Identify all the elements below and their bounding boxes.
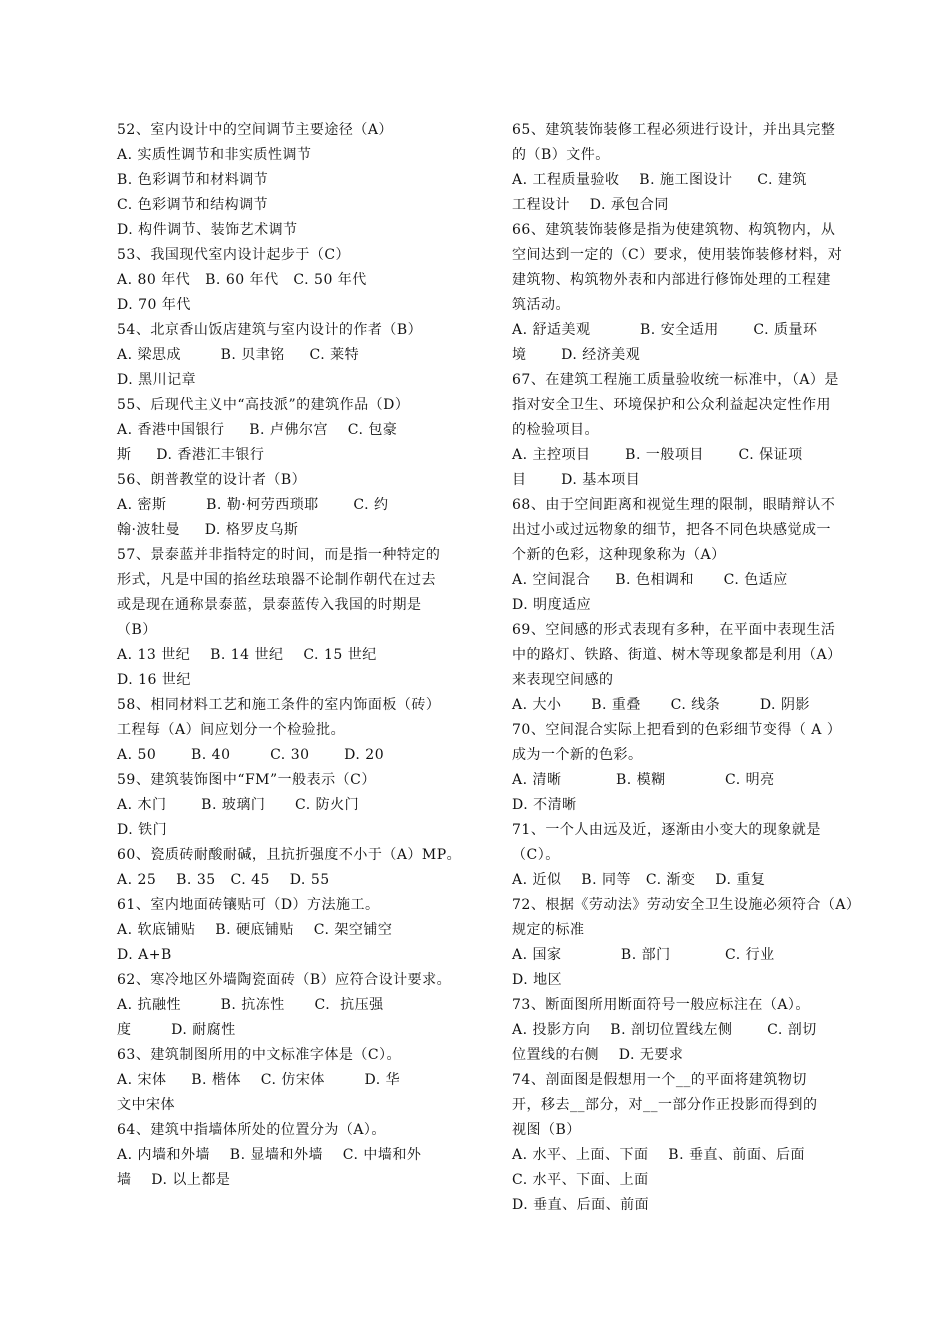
text-line: 出过小或过远物象的细节，把各不同色块感觉成一 [512,522,831,538]
text-line: 规定的标准 [512,922,585,938]
text-line: A. 实质性调节和非实质性调节 [117,147,312,163]
text-line: A. 内墙和外墙 B. 显墙和外墙 C. 中墙和外 [117,1147,422,1163]
text-line: 59、建筑装饰图中“FM”一般表示（C） [117,772,376,788]
text-line: 境 D. 经济美观 [512,347,641,363]
text-line: 70、空间混合实际上把看到的色彩细节变得（ A ） [512,722,842,738]
left-column [117,118,462,1193]
text-line: A. 香港中国银行 B. 卢佛尔宫 C. 包豪 [117,422,398,438]
text-line: 空间达到一定的（C）要求，使用装饰装修材料，对 [512,247,843,263]
text-line: 墙 D. 以上都是 [117,1172,231,1188]
text-line: D. 不清晰 [512,797,577,813]
text-line: A. 工程质量验收 B. 施工图设计 C. 建筑 [512,172,807,188]
text-line: 位置线的右侧 D. 无要求 [512,1047,684,1063]
text-line: D. 地区 [512,972,563,988]
text-line: A. 舒适美观 B. 安全适用 C. 质量环 [512,322,818,338]
text-line: A. 密斯 B. 勒·柯劳西琐耶 C. 约 [117,497,389,513]
text-line: C. 色彩调节和结构调节 [117,197,269,213]
text-line: 工程每（A）间应划分一个检验批。 [117,722,346,738]
text-line: 66、建筑装饰装修是指为使建筑物、构筑物内，从 [512,222,836,238]
text-line: 72、根据《劳动法》劳动安全卫生设施必须符合（A） [512,897,861,913]
text-line: C. 水平、下面、上面 [512,1172,649,1188]
text-line: A. 国家 B. 部门 C. 行业 [512,947,775,963]
text-line: 目 D. 基本项目 [512,472,641,488]
text-line: A. 木门 B. 玻璃门 C. 防火门 [117,797,360,813]
text-line: 57、景泰蓝并非指特定的时间，而是指一种特定的 [117,547,441,563]
text-line: A. 梁思成 B. 贝聿铭 C. 莱特 [117,347,360,363]
text-line: 形式，凡是中国的掐丝珐琅器不论制作朝代在过去 [117,572,436,588]
text-line: 的检验项目。 [512,422,599,438]
text-line: A. 主控项目 B. 一般项目 C. 保证项 [512,447,803,463]
text-line: D. 70 年代 [117,297,191,313]
text-line: A. 80 年代 B. 60 年代 C. 50 年代 [117,272,367,288]
text-line: 63、建筑制图所用的中文标准字体是（C）。 [117,1047,402,1063]
text-line: A. 13 世纪 B. 14 世纪 C. 15 世纪 [117,647,377,663]
text-line: A. 近似 B. 同等 C. 渐变 D. 重复 [512,872,766,888]
text-line: 67、在建筑工程施工质量验收统一标准中，（A）是 [512,372,839,388]
text-line: 的（B）文件。 [512,147,610,163]
text-line: D. 构件调节、装饰艺术调节 [117,222,298,238]
text-line: 55、后现代主义中“高技派”的建筑作品（D） [117,397,410,413]
text-line: 斯 D. 香港汇丰银行 [117,447,265,463]
text-line: 中的路灯、铁路、街道、树木等现象都是利用（A） [512,647,842,663]
text-line: 翰·波牡曼 D. 格罗皮乌斯 [117,522,299,538]
text-line: （C）。 [512,847,560,863]
text-line: 来表现空间感的 [512,672,614,688]
text-line: 指对安全卫生、环境保护和公众利益起决定性作用 [512,397,831,413]
text-line: A. 软底铺贴 B. 硬底铺贴 C. 架空铺空 [117,922,393,938]
text-line: 58、相同材料工艺和施工条件的室内饰面板（砖） [117,697,441,713]
text-line: （B） [117,622,157,638]
text-line: 74、剖面图是假想用一个__的平面将建筑物切 [512,1072,807,1088]
text-line: A. 宋体 B. 楷体 C. 仿宋体 D. 华 [117,1072,401,1088]
text-line: D. 明度适应 [512,597,592,613]
text-line: 或是现在通称景泰蓝，景泰蓝传入我国的时期是 [117,597,422,613]
text-line: 64、建筑中指墙体所处的位置分为（A）。 [117,1122,386,1138]
text-line: A. 投影方向 B. 剖切位置线左侧 C. 剖切 [512,1022,817,1038]
text-line: 个新的色彩，这种现象称为（A） [512,547,726,563]
text-line: 52、室内设计中的空间调节主要途径（A） [117,122,393,138]
text-line: 61、室内地面砖镶贴可（D）方法施工。 [117,897,380,913]
text-line: B. 色彩调节和材料调节 [117,172,269,188]
text-line: A. 25 B. 35 C. 45 D. 55 [117,872,330,888]
text-line: A. 水平、上面、下面 B. 垂直、前面、后面 [512,1147,805,1163]
text-line: A. 抗融性 B. 抗冻性 C. 抗压强 [117,997,384,1013]
text-line: A. 清晰 B. 模糊 C. 明亮 [512,772,775,788]
text-line: 68、由于空间距离和视觉生理的限制，眼睛辩认不 [512,497,836,513]
text-line: 73、断面图所用断面符号一般应标注在（A）。 [512,997,810,1013]
text-line: 71、一个人由远及近，逐渐由小变大的现象就是 [512,822,821,838]
text-line: A. 空间混合 B. 色相调和 C. 色适应 [512,572,788,588]
text-line: 建筑物、构筑物外表和内部进行修饰处理的工程建 [512,272,831,288]
text-line: 文中宋体 [117,1097,175,1113]
text-line: 53、我国现代室内设计起步于（C） [117,247,351,263]
text-line: 60、瓷质砖耐酸耐碱，且抗折强度不小于（A）MP。 [117,847,462,863]
text-line: 65、建筑装饰装修工程必须进行设计，并出具完整 [512,122,836,138]
text-line: A. 大小 B. 重叠 C. 线条 D. 阴影 [512,697,810,713]
text-line: 视图（B） [512,1122,581,1138]
text-line: 筑活动。 [512,297,570,313]
text-line: 开，移去__部分，对__一部分作正投影而得到的 [512,1097,818,1113]
text-line: 度 D. 耐腐性 [117,1022,236,1038]
text-line: D. 16 世纪 [117,672,191,688]
text-line: 62、寒冷地区外墙陶瓷面砖（B）应符合设计要求。 [117,972,452,988]
text-line: D. A+B [117,947,172,963]
text-line: 54、北京香山饭店建筑与室内设计的作者（B） [117,322,423,338]
text-line: D. 黑川记章 [117,372,197,388]
text-line: 成为一个新的色彩。 [512,747,643,763]
text-line: A. 50 B. 40 C. 30 D. 20 [117,747,385,763]
text-line: 56、朗普教堂的设计者（B） [117,472,307,488]
text-line: 工程设计 D. 承包合同 [512,197,669,213]
text-line: D. 铁门 [117,822,168,838]
right-column [512,118,861,1218]
text-line: D. 垂直、后面、前面 [512,1197,650,1213]
text-line: 69、空间感的形式表现有多种，在平面中表现生活 [512,622,836,638]
